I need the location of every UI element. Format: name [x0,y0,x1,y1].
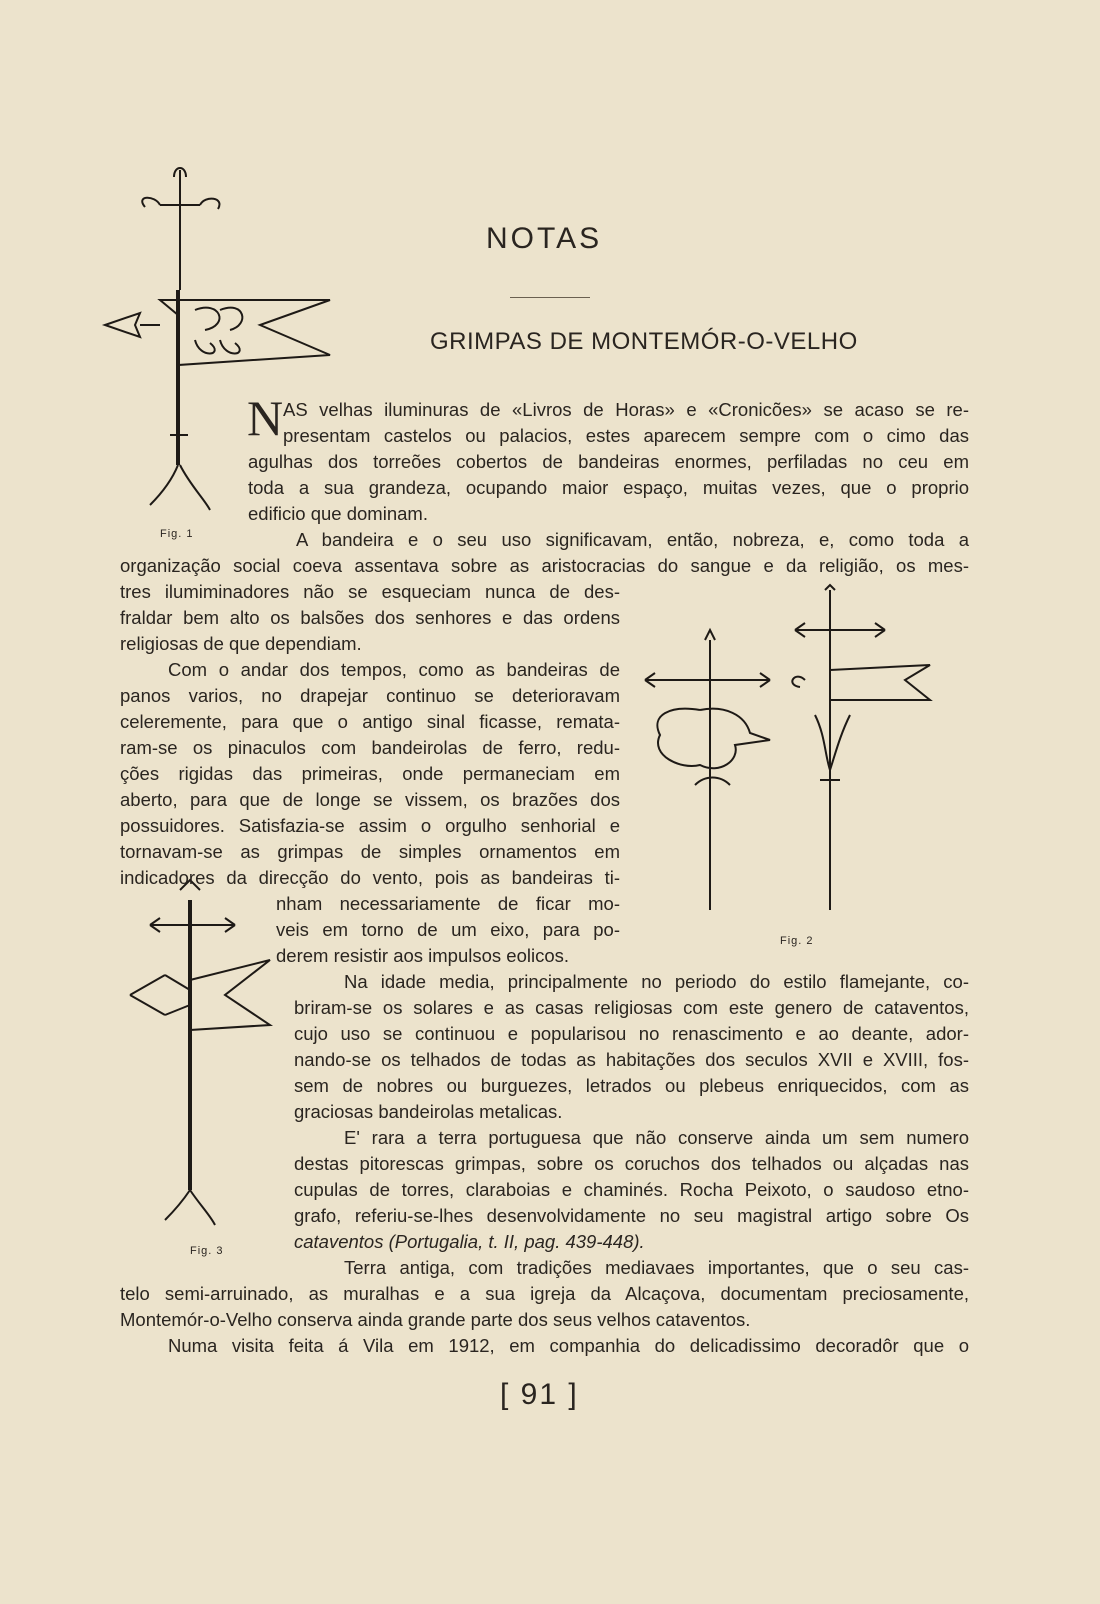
text-line: religiosas de que dependiam. [120,633,362,654]
text-line: edificio que dominam. [248,503,428,524]
text-line: destas pitorescas grimpas, sobre os coruchos dos telhados ou alçadas nas [294,1153,969,1174]
text-line: presentam castelos ou palacios, estes aparecem sempre com o cimo das [283,425,969,446]
text-line: ram-se os pinaculos com bandeirolas de ferro, redu- [120,737,620,758]
text-line: derem resistir aos impulsos eolicos. [276,945,570,966]
fig3-base [165,1190,215,1225]
text-line: organização social coeva assentava sobre as aristocracias do sangue e da religião, os mes- [120,555,969,576]
text-line: possuidores. Satisfazia-se assim o orgulho senhorial e [120,815,620,836]
text-line: nando-se os telhados de todas as habitações dos seculos XVII e XVIII, fos- [294,1049,969,1070]
fig1-arrow [105,313,160,337]
text-line: indicadores da direcção do vento, pois as bandeiras ti- [120,867,620,888]
text-line: E' rara a terra portuguesa que não conserve ainda um sem numero [344,1127,969,1148]
figure-1-caption: Fig. 1 [160,528,194,540]
drop-cap: N [247,390,284,446]
text-line: AS velhas iluminuras de «Livros de Horas» e «Cronicões» se acaso se re- [283,399,969,420]
fig2-right-vane [792,585,930,910]
text-line: Montemór-o-Velho conserva ainda grande parte dos seus velhos cataventos. [120,1309,751,1330]
text-line: toda a sua grandeza, ocupando maior espaço, muitas vezes, que o proprio [248,477,969,498]
text-line: sem de nobres ou burguezes, letrados ou plebeus enriquecidos, com as [294,1075,969,1096]
text-line: ções rigidas das primeiras, onde permaneciam em [120,763,620,784]
text-line: tres ilumiminadores não se esqueciam nunca de des- [120,581,620,602]
text-line: Numa visita feita á Vila em 1912, em companhia do delicadissimo decoradôr que o [168,1335,969,1356]
fig3-arrow [130,975,190,1015]
text-line: fraldar bem alto os balsões dos senhores e das ordens [120,607,620,628]
figure-3-caption: Fig. 3 [190,1245,224,1257]
fig1-emblem [195,308,242,354]
text-line: aberto, para que de longe se vissem, os brazões dos [120,789,620,810]
text-line: Com o andar dos tempos, como as bandeiras de [168,659,620,680]
title-divider [510,297,590,298]
text-line: Terra antiga, com tradições mediavaes importantes, que o seu cas- [344,1257,969,1278]
text-line: tornavam-se as grimpas de simples ornamentos em [120,841,620,862]
figure-2-weathervanes [630,585,910,925]
text-line: Na idade media, principalmente no periodo do estilo flamejante, co- [344,971,969,992]
figure-3-weathervane [125,880,285,1225]
article-title: GRIMPAS DE MONTEMÓR-O-VELHO [430,328,858,355]
text-line: panos varios, no drapejar continuo se deterioravam [120,685,620,706]
fig1-cross [142,168,219,290]
fig3-flag [190,960,270,1030]
text-line: veis em torno de um eixo, para po- [276,919,620,940]
text-line: grafo, referiu-se-lhes desenvolvidamente no seu magistral artigo sobre Os [294,1205,969,1226]
page-number: [ 91 ] [500,1378,579,1411]
text-line: graciosas bandeirolas metalicas. [294,1101,563,1122]
page-title: NOTAS [486,222,603,255]
text-line: cujo uso se continuou e popularisou no renascimento e ao deante, ador- [294,1023,969,1044]
text-line: agulhas dos torreões cobertos de bandeiras enormes, perfiladas no ceu em [248,451,969,472]
figure-2-caption: Fig. 2 [780,935,814,947]
text-line: nham necessariamente de ficar mo- [276,893,620,914]
text-line: cupulas de torres, claraboias e chaminés. Rocha Peixoto, o saudoso etno- [294,1179,969,1200]
text-line: briram-se os solares e as casas religiosas com este genero de cataventos, [294,997,969,1018]
fig2-left-vane [645,630,770,910]
fig1-flag [160,300,330,365]
text-line: celeremente, para que o antigo sinal ficasse, remata- [120,711,620,732]
text-line: telo semi-arruinado, as muralhas e a sua igreja da Alcaçova, documentam preciosamente, [120,1283,969,1304]
text-line: cataventos (Portugalia, t. II, pag. 439-448). [294,1231,645,1252]
text-line: A bandeira e o seu uso significavam, então, nobreza, e, como toda a [296,529,969,550]
